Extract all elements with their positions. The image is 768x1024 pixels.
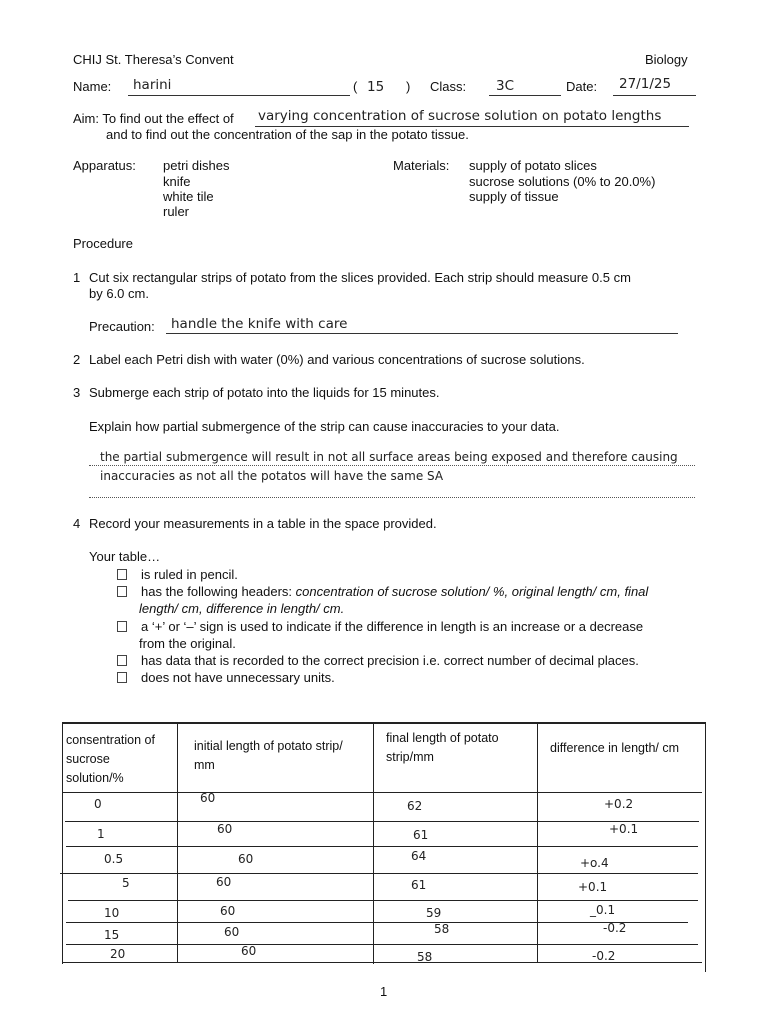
table-col-line — [373, 722, 374, 964]
cell-difference: +0.2 — [604, 797, 634, 811]
step3-text: Submerge each strip of potato into the liquids for 15 minutes. — [89, 385, 440, 400]
answer-dotted-line — [89, 497, 695, 498]
cell-concentration: 20 — [110, 947, 126, 961]
step4-text: Record your measurements in a table in the space provided. — [89, 516, 437, 531]
header-concentration: consentration of sucrose solution/% — [66, 733, 155, 785]
cell-initial: 60 — [200, 791, 216, 805]
aim-answer[interactable]: varying concentration of sucrose solution on potato lengths — [258, 108, 662, 124]
cell-initial: 60 — [220, 904, 236, 918]
table-col-line — [705, 722, 706, 972]
checklist-item: has data that is recorded to the correct precision i.e. correct number of decimal places. — [117, 653, 639, 668]
step-number: 3 — [73, 385, 81, 400]
step3-answer-line2[interactable]: inaccuracies as not all the potatos will have the same SA — [100, 469, 444, 483]
name-label: Name: — [73, 79, 112, 94]
cell-final: 58 — [417, 950, 433, 964]
table-row-line — [68, 900, 698, 901]
table-header-line — [62, 792, 702, 793]
date-label: Date: — [566, 79, 598, 94]
page-number: 1 — [380, 984, 388, 999]
table-col-line — [62, 722, 63, 964]
cell-final: 59 — [426, 906, 442, 920]
cell-final: 61 — [413, 828, 429, 842]
cell-initial: 60 — [241, 944, 257, 958]
precaution-label: Precaution: — [89, 319, 155, 334]
procedure-title: Procedure — [73, 236, 133, 251]
checklist-item: has the following headers: concentration of sucrose solution/ %, original length/ cm, final — [117, 584, 648, 599]
header-initial-length: initial length of potato strip/ mm — [194, 739, 343, 772]
apparatus-item: petri dishes — [163, 158, 230, 173]
date-value[interactable]: 27/1/25 — [619, 76, 672, 92]
checklist-item: is ruled in pencil. — [117, 567, 238, 582]
checklist-item-cont: from the original. — [139, 636, 236, 651]
step-number: 1 — [73, 270, 81, 285]
precaution-answer[interactable]: handle the knife with care — [171, 316, 348, 332]
index-close: ) — [406, 79, 411, 94]
cell-concentration: 0.5 — [104, 852, 124, 866]
cell-concentration: 0 — [94, 797, 102, 811]
checkbox-icon[interactable] — [117, 569, 127, 580]
index-value[interactable]: 15 — [367, 79, 385, 95]
step3-answer-line1[interactable]: the partial submergence will result in not all surface areas being exposed and therefore causing — [100, 450, 678, 464]
school-name: CHIJ St. Theresa’s Convent — [73, 52, 234, 67]
cell-final: 62 — [407, 799, 423, 813]
cell-difference: -0.2 — [603, 921, 627, 935]
step-number: 2 — [73, 352, 81, 367]
step1-text-cont: by 6.0 cm. — [89, 286, 149, 301]
checkbox-icon[interactable] — [117, 655, 127, 666]
cell-final: 58 — [434, 922, 450, 936]
checkbox-icon[interactable] — [117, 621, 127, 632]
cell-concentration: 1 — [97, 827, 105, 841]
date-line — [613, 95, 696, 96]
table-row-line — [66, 944, 698, 945]
header-final-length: final length of potato strip/mm — [386, 731, 499, 764]
aim-line2: and to find out the concentration of the sap in the potato tissue. — [106, 127, 469, 142]
apparatus-item: knife — [163, 174, 191, 189]
table-intro: Your table… — [89, 549, 161, 564]
table-row-line — [65, 821, 699, 822]
cell-difference: -0.2 — [592, 949, 616, 963]
materials-label: Materials: — [393, 158, 450, 173]
step-number: 4 — [73, 516, 81, 531]
checkbox-icon[interactable] — [117, 586, 127, 597]
checklist-item: a ‘+’ or ‘–’ sign is used to indicate if the difference in length is an increase or a decrease — [117, 619, 643, 634]
cell-concentration: 10 — [104, 906, 120, 920]
apparatus-label: Apparatus: — [73, 158, 136, 173]
name-value[interactable]: harini — [133, 77, 172, 93]
table-top-line — [62, 722, 706, 724]
cell-difference: +o.4 — [580, 856, 609, 870]
cell-concentration: 5 — [122, 876, 130, 890]
cell-initial: 60 — [216, 875, 232, 889]
name-line — [128, 95, 350, 96]
apparatus-item: white tile — [163, 189, 214, 204]
materials-item: supply of potato slices — [469, 158, 597, 173]
subject: Biology — [645, 52, 688, 67]
class-label: Class: — [430, 79, 467, 94]
cell-difference: +0.1 — [578, 880, 608, 894]
class-value[interactable]: 3C — [496, 78, 515, 94]
cell-difference: +0.1 — [609, 822, 639, 836]
materials-item: sucrose solutions (0% to 20.0%) — [469, 174, 656, 189]
index-open: ( — [353, 79, 358, 94]
materials-item: supply of tissue — [469, 189, 559, 204]
aim-label: Aim: To find out the effect of — [73, 111, 234, 126]
table-col-line — [177, 722, 178, 962]
table-col-line — [537, 722, 538, 962]
cell-difference: _0.1 — [590, 903, 616, 917]
cell-final: 64 — [411, 849, 427, 863]
checklist-item-cont: length/ cm, difference in length/ cm. — [139, 601, 345, 616]
answer-dotted-line — [89, 465, 695, 466]
precaution-line — [166, 333, 678, 334]
step2-text: Label each Petri dish with water (0%) and various concentrations of sucrose solutions. — [89, 352, 585, 367]
table-row-line — [60, 873, 698, 874]
table-row-line — [66, 922, 688, 923]
cell-initial: 60 — [238, 852, 254, 866]
cell-initial: 60 — [224, 925, 240, 939]
step1-text: Cut six rectangular strips of potato from the slices provided. Each strip should measure 0.5 cm — [89, 270, 631, 285]
table-row-line — [66, 846, 698, 847]
header-difference: difference in length/ cm — [550, 741, 680, 755]
cell-initial: 60 — [217, 822, 233, 836]
checklist-item: does not have unnecessary units. — [117, 670, 335, 685]
step3-question: Explain how partial submergence of the strip can cause inaccuracies to your data. — [89, 419, 560, 434]
cell-final: 61 — [411, 878, 427, 892]
class-line — [489, 95, 561, 96]
cell-concentration: 15 — [104, 928, 120, 942]
apparatus-item: ruler — [163, 204, 190, 219]
checkbox-icon[interactable] — [117, 672, 127, 683]
